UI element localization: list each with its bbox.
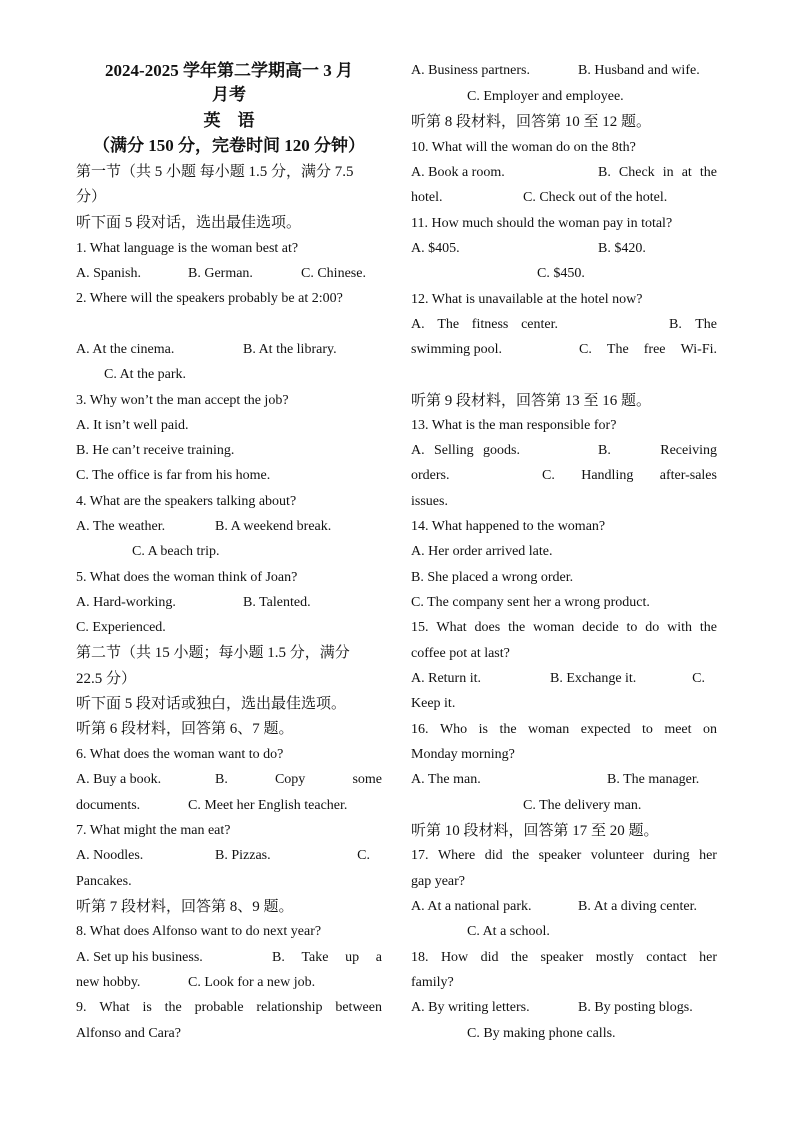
q9-stem-word: 9.	[76, 1000, 87, 1015]
q15-stem-word: the	[508, 620, 526, 635]
q7-option-c-letter: C.	[357, 848, 370, 863]
q18-stem-word: contact	[646, 950, 687, 965]
q18-stem-word: 18.	[411, 950, 429, 965]
q17-stem-word: volunteer	[590, 848, 644, 863]
q16-option-a: A. The man.	[411, 772, 481, 787]
q12-option-a-word: fitness	[471, 317, 509, 332]
q9-option-b: B. Husband and wife.	[578, 63, 700, 78]
q5-option-a: A. Hard-working.	[76, 595, 176, 610]
q1-option-c: C. Chinese.	[301, 266, 366, 281]
q13-option-b-cont: orders.	[411, 468, 450, 483]
q13-option-a-word: A.	[411, 443, 425, 458]
q6-option-b-word: some	[352, 772, 382, 787]
q10-option-b	[598, 164, 717, 182]
q13-option-b-word: B.	[598, 443, 611, 458]
q15-stem-word: does	[474, 620, 501, 635]
q17-stem-word: her	[699, 848, 717, 863]
q9-stem-word: the	[164, 1000, 182, 1015]
q12-option-c-word: Wi-Fi.	[680, 342, 717, 357]
section1-heading: 第一节（共 5 小题 每小题 1.5 分，满分 7.5	[76, 164, 354, 180]
q15-option-b: B. Exchange it.	[550, 671, 637, 686]
q17-option-b: B. At a diving center.	[578, 899, 697, 914]
q13-option-a	[411, 442, 520, 460]
q12-option-c	[579, 341, 717, 359]
q17-stem-word: the	[512, 848, 530, 863]
q15-stem-word: woman	[533, 620, 575, 635]
q17-stem-cont: gap year?	[411, 874, 466, 889]
q10-option-b-word: Check	[618, 165, 655, 180]
q12-option-a-word: A.	[411, 317, 425, 332]
group8-heading: 听第 8 段材料，回答第 10 至 12 题。	[411, 114, 652, 130]
q8-option-c: C. Look for a new job.	[188, 975, 316, 990]
section2-instruction: 听下面 5 段对话或独白，选出最佳选项。	[76, 696, 347, 712]
section1-instruction: 听下面 5 段对话，选出最佳选项。	[76, 215, 302, 231]
q4-option-a: A. The weather.	[76, 519, 166, 534]
q6-option-c: C. Meet her English teacher.	[188, 798, 348, 813]
q17-option-a: A. At a national park.	[411, 899, 532, 914]
q8-option-b	[272, 949, 382, 967]
q16-stem-word: on	[703, 722, 717, 737]
q2-option-a: A. At the cinema.	[76, 342, 175, 357]
q9-stem-word: What	[99, 1000, 130, 1015]
q13-option-c-word: Handling	[581, 468, 634, 483]
q17-stem-word: during	[653, 848, 690, 863]
q10-option-b-word: at	[681, 165, 692, 180]
q8-option-b-word: up	[345, 950, 360, 965]
q8-option-b-word: Take	[301, 950, 329, 965]
q9-stem-word: between	[335, 1000, 382, 1015]
q10-option-a: A. Book a room.	[411, 165, 505, 180]
q1-option-b: B. German.	[188, 266, 253, 281]
q12-option-c-word: C.	[579, 342, 592, 357]
q13-option-c	[542, 467, 717, 485]
q2-option-c: C. At the park.	[104, 367, 187, 382]
q15-stem-word: do	[645, 620, 660, 635]
q18-stem-word: mostly	[595, 950, 634, 965]
q16-stem-word: is	[478, 722, 488, 737]
q12-option-b-word: The	[695, 317, 717, 332]
q10-option-b-word: the	[699, 165, 717, 180]
q11-option-a: A. $405.	[411, 241, 460, 256]
q13-option-b-word: Receiving	[660, 443, 717, 458]
q15-stem-word: decide	[582, 620, 619, 635]
q16-stem	[411, 721, 717, 739]
q16-stem-word: expected	[580, 722, 631, 737]
q15-stem-word: the	[699, 620, 717, 635]
q14-option-b: B. She placed a wrong order.	[411, 570, 574, 585]
section2-heading: 第二节（共 15 小题；每小题 1.5 分，满分	[76, 645, 350, 661]
q6-option-b-cont: documents.	[76, 798, 141, 813]
q14-stem: 14. What happened to the woman?	[411, 519, 606, 534]
q13-option-b	[598, 442, 717, 460]
q9-stem	[76, 999, 382, 1017]
q6-option-b-word: B.	[215, 772, 228, 787]
q16-stem-word: to	[641, 722, 653, 737]
q1-option-a: A. Spanish.	[76, 266, 141, 281]
q6-option-b	[215, 771, 382, 789]
q16-stem-word: Who	[439, 722, 468, 737]
q10-option-b-word: in	[662, 165, 674, 180]
q12-option-b-word: B.	[669, 317, 682, 332]
q12-option-c-word: The	[606, 342, 629, 357]
q12-stem: 12. What is unavailable at the hotel now?	[411, 292, 643, 307]
q12-option-a	[411, 316, 558, 334]
q15-stem-word: What	[436, 620, 467, 635]
q18-stem-word: How	[440, 950, 469, 965]
q13-option-a-word: goods.	[483, 443, 520, 458]
q8-option-b-cont: new hobby.	[76, 975, 141, 990]
q18-option-c: C. By making phone calls.	[467, 1026, 616, 1041]
q17-stem-word: did	[484, 848, 503, 863]
q9-stem-word: is	[142, 1000, 152, 1015]
q15-stem-word: with	[667, 620, 693, 635]
exam-title-line1: 2024-2025 学年第二学期高一 3 月	[105, 61, 353, 80]
q15-option-c-letter: C.	[692, 671, 705, 686]
q2-stem: 2. Where will the speakers probably be at 2:00?	[76, 291, 343, 306]
q18-stem	[411, 949, 717, 967]
q15-stem	[411, 619, 717, 637]
q17-stem-word: Where	[437, 848, 476, 863]
q3-option-c: C. The office is far from his home.	[76, 468, 271, 483]
q18-stem-word: speaker	[540, 950, 584, 965]
q6-stem: 6. What does the woman want to do?	[76, 747, 284, 762]
q16-stem-word: 16.	[411, 722, 429, 737]
q18-stem-word: the	[510, 950, 529, 965]
q9-option-a: A. Business partners.	[411, 63, 530, 78]
q2-option-b: B. At the library.	[243, 342, 337, 357]
q3-option-a: A. It isn’t well paid.	[76, 418, 189, 433]
q14-option-c: C. The company sent her a wrong product.	[411, 595, 650, 610]
q13-option-c-word: after-sales	[659, 468, 717, 483]
q4-stem: 4. What are the speakers talking about?	[76, 494, 297, 509]
q18-option-a: A. By writing letters.	[411, 1000, 530, 1015]
q12-option-a-word: The	[437, 317, 460, 332]
q12-option-a-word: center.	[521, 317, 558, 332]
section1-heading-cont: 分）	[76, 189, 107, 205]
q15-option-c-text: Keep it.	[411, 696, 456, 711]
q11-option-b: B. $420.	[598, 241, 646, 256]
q7-stem: 7. What might the man eat?	[76, 823, 231, 838]
q17-stem-word: 17.	[411, 848, 429, 863]
q13-option-c-word: C.	[542, 468, 555, 483]
q14-option-a: A. Her order arrived late.	[411, 544, 553, 559]
q6-option-b-word: Copy	[274, 772, 306, 787]
q7-option-b: B. Pizzas.	[215, 848, 271, 863]
q7-option-c-text: Pancakes.	[76, 874, 132, 889]
q9-stem-word: probable	[194, 1000, 244, 1015]
q12-option-b	[669, 316, 717, 334]
q18-stem-word: her	[699, 950, 717, 965]
q4-option-c: C. A beach trip.	[132, 544, 220, 559]
q16-stem-word: meet	[664, 722, 692, 737]
q10-option-b-cont: hotel.	[411, 190, 443, 205]
q3-stem: 3. Why won’t the man accept the job?	[76, 393, 289, 408]
group9-heading: 听第 9 段材料，回答第 13 至 16 题。	[411, 393, 652, 409]
q16-option-c: C. The delivery man.	[523, 798, 642, 813]
q16-stem-word: the	[499, 722, 517, 737]
q13-option-c-cont: issues.	[411, 494, 448, 509]
q9-option-c: C. Employer and employee.	[467, 89, 624, 104]
q1-stem: 1. What language is the woman best at?	[76, 241, 299, 256]
q10-stem: 10. What will the woman do on the 8th?	[411, 140, 636, 155]
q6-option-a: A. Buy a book.	[76, 772, 162, 787]
q8-option-b-word: a	[375, 950, 382, 965]
q8-option-b-word: B.	[272, 950, 285, 965]
q15-option-a: A. Return it.	[411, 671, 481, 686]
q15-stem-word: 15.	[411, 620, 429, 635]
full-marks-note: （满分 150 分，完卷时间 120 分钟）	[93, 136, 365, 155]
q11-stem: 11. How much should the woman pay in total?	[411, 216, 673, 231]
group10-heading: 听第 10 段材料，回答第 17 至 20 题。	[411, 823, 659, 839]
q18-option-b: B. By posting blogs.	[578, 1000, 693, 1015]
q5-option-c: C. Experienced.	[76, 620, 166, 635]
q12-option-c-word: free	[643, 342, 666, 357]
q10-option-c: C. Check out of the hotel.	[523, 190, 668, 205]
q15-stem-word: to	[626, 620, 638, 635]
exam-title-line2: 月考	[212, 85, 246, 104]
subject-title: 英 语	[203, 111, 255, 130]
q15-stem-cont: coffee pot at last?	[411, 646, 510, 661]
q10-option-b-word: B.	[598, 165, 611, 180]
q5-option-b: B. Talented.	[243, 595, 311, 610]
q12-option-b-cont: swimming pool.	[411, 342, 503, 357]
group6-heading: 听第 6 段材料，回答第 6、7 题。	[76, 721, 294, 737]
q4-option-b: B. A weekend break.	[215, 519, 332, 534]
q13-option-a-word: Selling	[434, 443, 474, 458]
q16-stem-word: woman	[528, 722, 570, 737]
q16-stem-cont: Monday morning?	[411, 747, 515, 762]
q16-option-b: B. The manager.	[607, 772, 700, 787]
q9-stem-word: relationship	[256, 1000, 323, 1015]
q7-option-a: A. Noodles.	[76, 848, 144, 863]
q18-stem-word: did	[480, 950, 499, 965]
q18-stem-cont: family?	[411, 975, 454, 990]
group7-heading: 听第 7 段材料，回答第 8、9 题。	[76, 899, 294, 915]
q9-stem-cont: Alfonso and Cara?	[76, 1026, 181, 1041]
q5-stem: 5. What does the woman think of Joan?	[76, 570, 298, 585]
q8-stem: 8. What does Alfonso want to do next year?	[76, 924, 322, 939]
q17-stem	[411, 847, 717, 865]
q11-option-c: C. $450.	[537, 266, 585, 281]
q3-option-b: B. He can’t receive training.	[76, 443, 235, 458]
q13-stem: 13. What is the man responsible for?	[411, 418, 617, 433]
q8-option-a: A. Set up his business.	[76, 950, 203, 965]
q17-stem-word: speaker	[538, 848, 582, 863]
section2-heading-cont: 22.5 分）	[76, 671, 137, 687]
q17-option-c: C. At a school.	[467, 924, 550, 939]
